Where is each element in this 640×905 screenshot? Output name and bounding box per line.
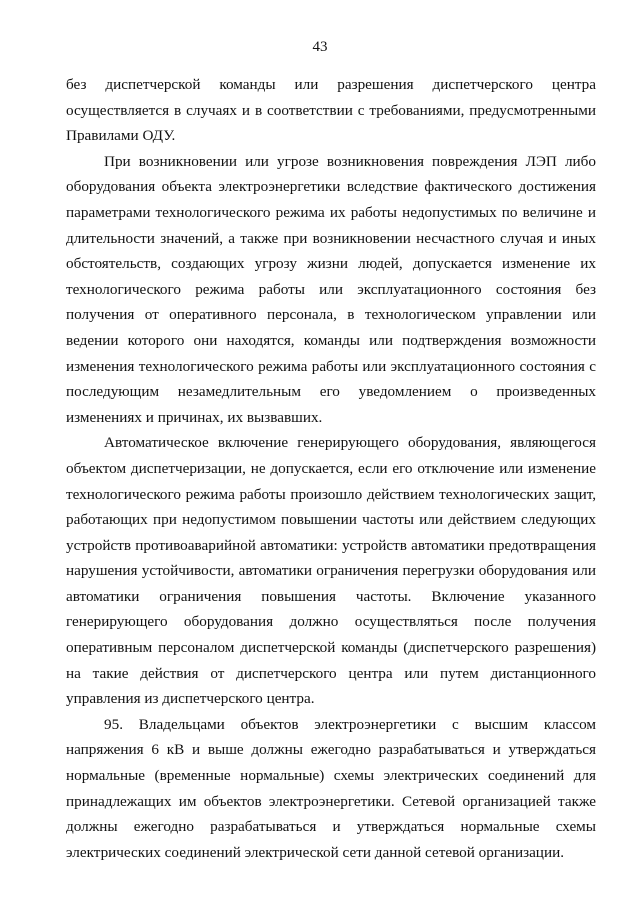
page-number: 43 bbox=[312, 39, 328, 55]
paragraph-automatic-switching: Автоматическое включение генерирующего оборудования, являющегося объектом диспетчеризации, не допускается, если его отключение или изменение технологического режима работы произошло действием технологических защит, работающих при недопустимом повышении частоты или действием следующих устройств противоаварийной автоматики: устройств автоматики предотвращения нарушения устойчивости, автоматики ограничения перегрузки оборудования или автоматики ограничения повышения частоты. Включение указанного генерирующего оборудования должно осуществляться после получения оперативным персоналом диспетчерской команды (диспетчерского разрешения) на такие действия от диспетчерского центра или путем дистанционного управления из диспетчерского центра. bbox=[66, 434, 596, 708]
paragraph-emergency-regime-change: При возникновении или угрозе возникновения повреждения ЛЭП либо оборудования объекта электроэнергетики вследствие фактического достижения параметрами технологического режима их работы недопустимых по величине и длительности значений, а также при возникновении несчастного случая и иных обстоятельств, создающих угрозу жизни людей, допускается изменение их технологического режима работы или эксплуатационного состояния без получения от оперативного персонала, в технологическом управлении или ведении которого они находятся, команды или подтверждения возможности изменения технологического режима работы или эксплуатационного состояния с последующим незамедлительным его уведомлением о произведенных изменениях и причинах, их вызвавших. bbox=[66, 152, 596, 426]
paragraph-continuation: без диспетчерской команды или разрешения диспетчерского центра осуществляется в случаях и в соответствии с требованиями, предусмотренными Правилами ОДУ. bbox=[66, 76, 596, 145]
document-body bbox=[66, 72, 596, 865]
paragraph-item-95: 95. Владельцами объектов электроэнергетики с высшим классом напряжения 6 кВ и выше должны ежегодно разрабатываться и утверждаться нормальные (временные нормальные) схемы электрических соединений для принадлежащих им объектов электроэнергетики. Сетевой организацией также должны ежегодно разрабатываться и утверждаться нормальные схемы электрических соединений электрической сети данной сетевой организации. bbox=[66, 715, 596, 861]
